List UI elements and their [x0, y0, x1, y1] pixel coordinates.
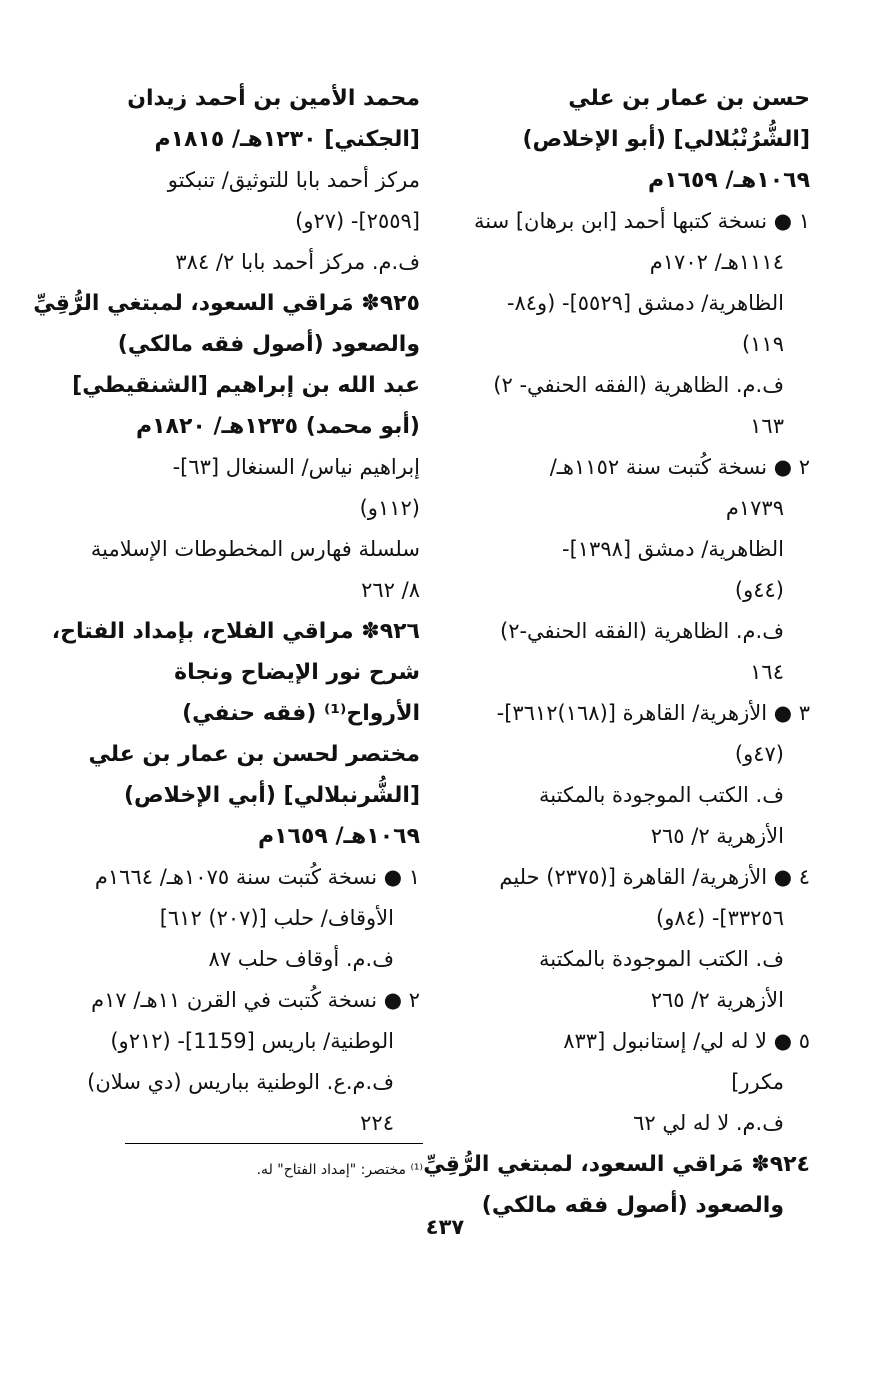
text-line: مركز أحمد بابا للتوثيق/ تنبكتو [167, 168, 420, 192]
text-line: ٢ ● نسخة كُتبت في القرن ١١هـ/ ١٧م [91, 988, 420, 1012]
text-line: ف.م. أوقاف حلب ٨٧ [208, 947, 394, 971]
text-line: الأرواح⁽¹⁾ (فقه حنفي) [182, 701, 420, 726]
text-line: مكرر] [731, 1070, 784, 1094]
text-line: [٢٥٥٩]- (٢٧و) [295, 209, 420, 233]
text-line: ٩٢٦✽ مراقي الفلاح، بإمداد الفتاح، [51, 619, 420, 644]
text-line: ٥ ● لا له لي/ إستانبول [٨٣٣ [563, 1029, 810, 1053]
text-line: ١١١٤هـ/ ١٧٠٢م [649, 250, 784, 274]
text-line: ١٠٦٩هـ/ ١٦٥٩م [647, 168, 810, 193]
text-line: عبد الله بن إبراهيم [الشنقيطي] [72, 373, 420, 398]
text-line: شرح نور الإيضاح ونجاة [174, 660, 420, 685]
text-line: ١ ● نسخة كتبها أحمد [ابن برهان] سنة [473, 209, 810, 233]
text-line: ١٦٣ [750, 414, 784, 438]
text-line: ف.م. الظاهرية (الفقه الحنفي-٢) [499, 619, 784, 643]
text-line: ف. الكتب الموجودة بالمكتبة [539, 947, 784, 971]
text-line: ٣٣٢٥٦]- (٨٤و) [656, 906, 784, 930]
footnote: ⁽¹⁾ مختصر: "إمداد الفتاح" له. [256, 1162, 423, 1178]
text-line: ٢ ● نسخة كُتبت سنة ١١٥٢هـ/ [549, 455, 810, 479]
text-line: مختصر لحسن بن عمار بن علي [88, 742, 420, 767]
text-line: محمد الأمين بن أحمد زيدان [127, 86, 420, 111]
text-line: ٢٢٤ [360, 1111, 394, 1135]
text-line: ف.م. مركز أحمد بابا ٢/ ٣٨٤ [175, 250, 420, 274]
text-line: (٤٤و) [734, 578, 784, 602]
text-line: ف.م. الظاهرية (الفقه الحنفي- ٢) [493, 373, 784, 397]
text-line: ف. الكتب الموجودة بالمكتبة [539, 783, 784, 807]
text-line: والصعود (أصول فقه مالكي) [481, 1193, 784, 1218]
page-number: ٤٣٧ [425, 1215, 465, 1239]
text-line: [الشُّرُنْبُلالي] (أبو الإخلاص) [522, 127, 810, 152]
text-line: سلسلة فهارس المخطوطات الإسلامية [90, 537, 420, 561]
text-line: ١٦٤ [750, 660, 784, 684]
text-line: ١ ● نسخة كُتبت سنة ١٠٧٥هـ/ ١٦٦٤م [94, 865, 420, 889]
right-column [423, 78, 810, 1226]
text-line: ٤ ● الأزهرية/ القاهرة [(٢٣٧٥) حليم [499, 865, 810, 889]
text-line: ف.م.ع. الوطنية بباريس (دي سلان) [87, 1070, 394, 1094]
text-line: [الجكني] ١٢٣٠هـ/ ١٨١٥م [154, 127, 420, 152]
text-line: الأزهرية ٢/ ٢٦٥ [650, 824, 784, 848]
text-line: ١١٩) [741, 332, 784, 356]
text-line: الوطنية/ باريس [1159]- (٢١٢و) [110, 1029, 394, 1053]
text-line: الظاهرية/ دمشق [١٣٩٨]- [562, 537, 784, 561]
text-line: الأوقاف/ حلب [(٢٠٧) ٦١٢] [159, 906, 394, 930]
text-line: ف.م. لا له لي ٦٢ [633, 1111, 784, 1135]
text-line: (٤٧و) [734, 742, 784, 766]
left-column [33, 78, 420, 1144]
text-line: إبراهيم نياس/ السنغال [٦٣]- [172, 455, 420, 479]
footnote-divider [125, 1143, 423, 1144]
text-line: ١٠٦٩هـ/ ١٦٥٩م [257, 824, 420, 849]
text-line: (أبو محمد) ١٢٣٥هـ/ ١٨٢٠م [136, 414, 420, 439]
text-line: والصعود (أصول فقه مالكي) [117, 332, 420, 357]
text-line: حسن بن عمار بن علي [568, 86, 810, 111]
text-line: ٣ ● الأزهرية/ القاهرة [(١٦٨)٣٦١٢]- [496, 701, 810, 725]
text-line: الأزهرية ٢/ ٢٦٥ [650, 988, 784, 1012]
text-line: (١١٢و) [359, 496, 420, 520]
text-line: [الشُّرنبلالي] (أبي الإخلاص) [123, 783, 420, 808]
text-line: ٩٢٥✽ مَراقي السعود، لمبتغي الرُّقِيِّ [33, 291, 420, 316]
text-line: ٩٢٤✽ مَراقي السعود، لمبتغي الرُّقِيِّ [423, 1152, 810, 1177]
text-line: الظاهرية/ دمشق [٥٥٢٩]- (و٨٤- [506, 291, 784, 315]
text-line: ١٧٣٩م [725, 496, 784, 520]
text-line: ٨/ ٢٦٢ [361, 578, 420, 602]
